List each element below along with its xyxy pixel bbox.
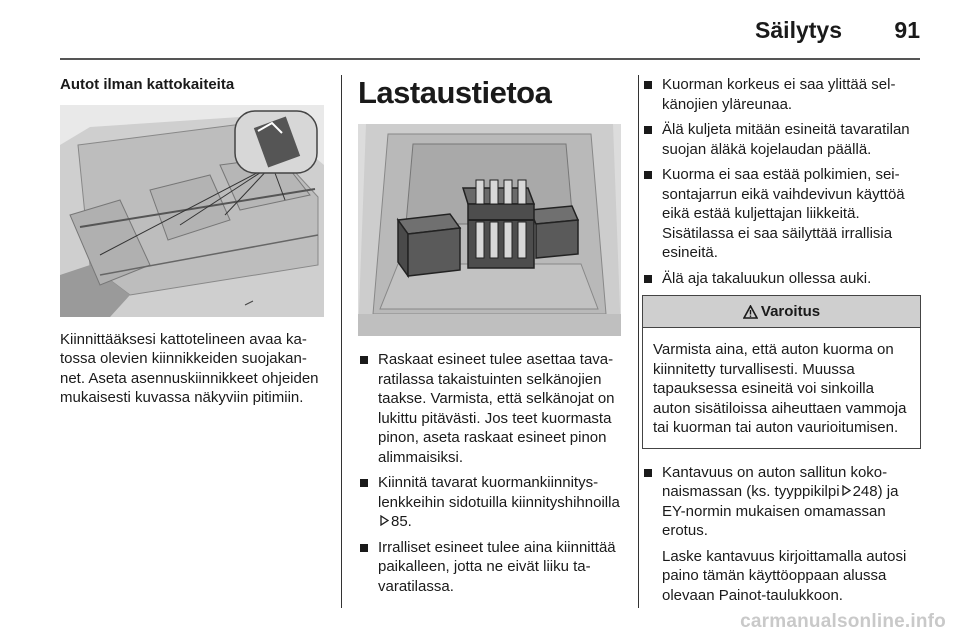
bullet-square-icon bbox=[644, 81, 652, 89]
loading-bullets bbox=[358, 350, 623, 596]
payload-bullets bbox=[642, 463, 921, 541]
page-reference[interactable]: 248) ja EY-normin mukaisen omamassan erotus. bbox=[662, 483, 899, 539]
bullet-text: Irralliset esineet tulee aina kiinnittää paikalleen, jotta ne eivät liiku tavaratilassa. bbox=[378, 538, 616, 595]
list-item bbox=[642, 75, 921, 114]
bullet-text: Raskaat esineet tulee asettaa tavaratilassa takaistuinten selkänojien taakse. Varmista, että selkänojat on lukittu pitävästi. Jos teet kuormasta pinon, aseta raskaat esineet pinon alimmaisiksi. bbox=[378, 351, 615, 466]
bullet-square-icon bbox=[644, 275, 652, 283]
bullet-text: Älä aja takaluukun ollessa auki. bbox=[662, 269, 872, 287]
header-rule bbox=[60, 58, 920, 60]
bullet-text: Kiinnitä tavarat kuormankiinnityslenkkeihin sidotuilla kiinnityshihnoilla bbox=[378, 474, 620, 511]
list-item bbox=[358, 473, 623, 532]
chapter-title: Säilytys bbox=[755, 17, 842, 43]
column-divider-right bbox=[638, 75, 639, 608]
list-item bbox=[642, 165, 921, 263]
bullet-square-icon bbox=[360, 544, 368, 552]
bullet-square-icon bbox=[644, 171, 652, 179]
list-item bbox=[358, 538, 623, 597]
list-item bbox=[642, 269, 921, 289]
loading-bullets-continued bbox=[642, 75, 921, 288]
warning-body: Varmista aina, että auton kuorma on kiinnitetty turvallisesti. Muussa tapauksessa esineitä voi sinkoilla auton sisätiloissa aiheuttaen vammoja tai kuorman tai auton vaurioitumisen. bbox=[653, 341, 907, 436]
bullet-text: Älä kuljeta mitään esineitä tavaratilan suojan äläkä kojelaudan päällä. bbox=[662, 121, 910, 158]
bullet-square-icon bbox=[360, 479, 368, 487]
bullet-square-icon bbox=[644, 126, 652, 134]
page-header bbox=[0, 0, 960, 60]
warning-header bbox=[643, 296, 920, 328]
warning-triangle-icon bbox=[743, 305, 758, 319]
list-item bbox=[642, 120, 921, 159]
warning-title: Varoitus bbox=[760, 303, 821, 320]
cargo-loading-illustration bbox=[358, 124, 621, 336]
bullet-text: Kuorman korkeus ei saa ylittää selkänojien yläreunaa. bbox=[662, 76, 896, 113]
column-divider-left bbox=[341, 75, 342, 608]
page-reference-icon bbox=[380, 515, 389, 526]
page-number: 91 bbox=[894, 17, 920, 43]
watermark: carmanualsonline.info bbox=[740, 611, 946, 632]
middle-column bbox=[358, 75, 623, 602]
page-reference-icon bbox=[842, 485, 851, 496]
page-reference[interactable]: 85. bbox=[391, 513, 412, 530]
roof-rack-illustration bbox=[60, 105, 324, 317]
left-body: Kiinnittääksesi kattotelineen avaa katossa olevien kiinnikkeiden suojakannet. Aseta asennuskiinnikkeet ohjeiden mukaisesti kuvassa näkyviin pitimiin. bbox=[60, 330, 319, 406]
right-column bbox=[642, 75, 921, 605]
left-column bbox=[60, 75, 324, 408]
list-item bbox=[358, 350, 623, 467]
bullet-square-icon bbox=[360, 356, 368, 364]
section-title: Lastaustietoa bbox=[358, 75, 552, 110]
payload-calculation-note: Laske kantavuus kirjoittamalla autosi paino tämän käyttöoppaan alussa olevaan Painot-taulukkoon. bbox=[662, 547, 907, 604]
subheading: Autot ilman kattokaiteita bbox=[60, 76, 235, 93]
bullet-text: Kantavuus on auton sallitun kokonaismassan (ks. tyyppikilpi bbox=[662, 463, 888, 500]
list-item bbox=[642, 463, 921, 541]
bullet-square-icon bbox=[644, 469, 652, 477]
bullet-text: Kuorma ei saa estää polkimien, seisontajarrun eikä vaihdevivun käyttöä eikä estää kuljettajan liikkeitä. Sisätilassa ei saa säilyttää irrallisia esineitä. bbox=[662, 166, 905, 261]
warning-box bbox=[642, 295, 921, 449]
